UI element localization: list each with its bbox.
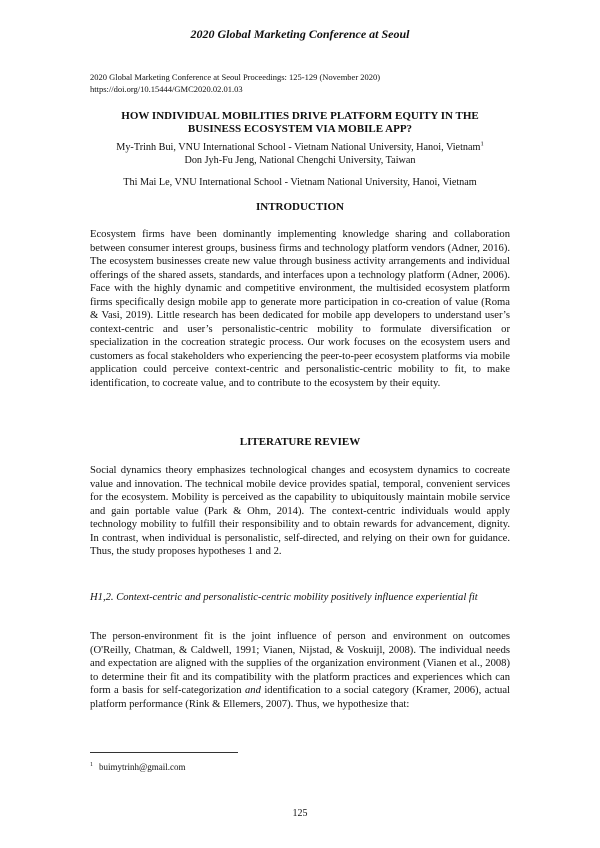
footnote <box>90 762 186 772</box>
footnote-email[interactable]: buimytrinh@gmail.com <box>99 762 186 772</box>
paragraph-2-part-a: The person-environment fit is the joint influence of person and environment on outcomes (O'Reilly, Chatman, & Caldwell, 1991; Vianen, Nijstad, & Voskuijl, 2008). The individual needs and expectation are aligned with the supplies of the organization environment (Vianen et al., 2008) to determine their fit and its compatibility with the platform practices and experiences which can form a basis for self-categorization <box>90 631 510 696</box>
literature-paragraph-2 <box>90 630 510 711</box>
paragraph-2-part-b: identification to a social category (Kramer, 2006), actual platform performance (Rink & Ellemers, 2007). Thus, we hypothesize that: <box>90 685 510 710</box>
title-line-2: BUSINESS ECOSYSTEM VIA MOBILE APP? <box>187 123 413 135</box>
running-header: 2020 Global Marketing Conference at Seoul <box>190 27 410 41</box>
author-1 <box>90 141 510 154</box>
introduction-heading: INTRODUCTION <box>255 201 344 213</box>
author-list <box>90 141 510 189</box>
literature-review-heading: LITERATURE REVIEW <box>239 436 361 448</box>
author-1-footnote-mark: 1 <box>480 140 484 148</box>
author-1-text: My-Trinh Bui, VNU International School - Vietnam National University, Hanoi, Vietnam <box>116 142 481 153</box>
proceedings-citation: 2020 Global Marketing Conference at Seoul Proceedings: 125-129 (November 2020) <box>90 72 381 82</box>
paragraph-2-emphasis: and <box>245 685 261 696</box>
author-3: Thi Mai Le, VNU International School - Vietnam National University, Hanoi, Vietnam <box>123 177 477 188</box>
page-number: 125 <box>292 808 308 819</box>
doi-link[interactable]: https://doi.org/10.15444/GMC2020.02.01.03 <box>90 83 243 94</box>
title-line-1: HOW INDIVIDUAL MOBILITIES DRIVE PLATFORM EQUITY IN THE <box>121 110 479 122</box>
introduction-paragraph: Ecosystem firms have been dominantly implementing knowledge sharing and collaboration between consumer interest groups, business firms and technology platform vendors (Adner, 2016). The ecosystem businesses create new value through business activity arrangements and individual offerings of the shared assets, standards, and interfaces upon a technology platform (Adner, 2006). Face with the highly dynamic and competitive environment, the multisided ecosystem platform firms specifically design mobile app to generate more participation in co-creation of value (Roma & Vasi, 2019). Little research has been dedicated for mobile app developers to understand user’s context-centric and user’s personalistic-centric mobility to formulate diversification or specialization in the cocreation strategic process. Our work focuses on the ecosystem users and customers as focal stakeholders who experiencing the peer-to-peer ecosystem platforms via mobile application could perceive context-centric and personalistic-centric mobility to fit, to make identification, to cocreate value, and to contribute to the ecosystem by their equity. <box>90 229 510 389</box>
hypothesis-h1-2: H1,2. Context-centric and personalistic-centric mobility positively influence experiential fit <box>90 592 478 603</box>
paper-title <box>90 110 510 136</box>
footnote-mark: 1 <box>90 762 93 768</box>
author-2: Don Jyh-Fu Jeng, National Chengchi University, Taiwan <box>184 155 416 166</box>
proceedings-info <box>90 72 510 95</box>
literature-paragraph-1: Social dynamics theory emphasizes technological changes and ecosystem dynamics to cocreate value and innovation. The technical mobile device provides spatial, temporal, convenient services for the ecosystem. Mobility is perceived as the capability to ubiquitously maintain mobile service and gain portable value (Park & Ohm, 2014). The context-centric individuals would apply technology mobility to fulfill their responsibility and to obtain rewards for advancement, dignity. In contrast, when individual is personalistic, self-directed, and relying on their own for guidance. Thus, the study proposes hypotheses 1 and 2. <box>90 465 510 557</box>
footnote-divider <box>90 752 238 753</box>
